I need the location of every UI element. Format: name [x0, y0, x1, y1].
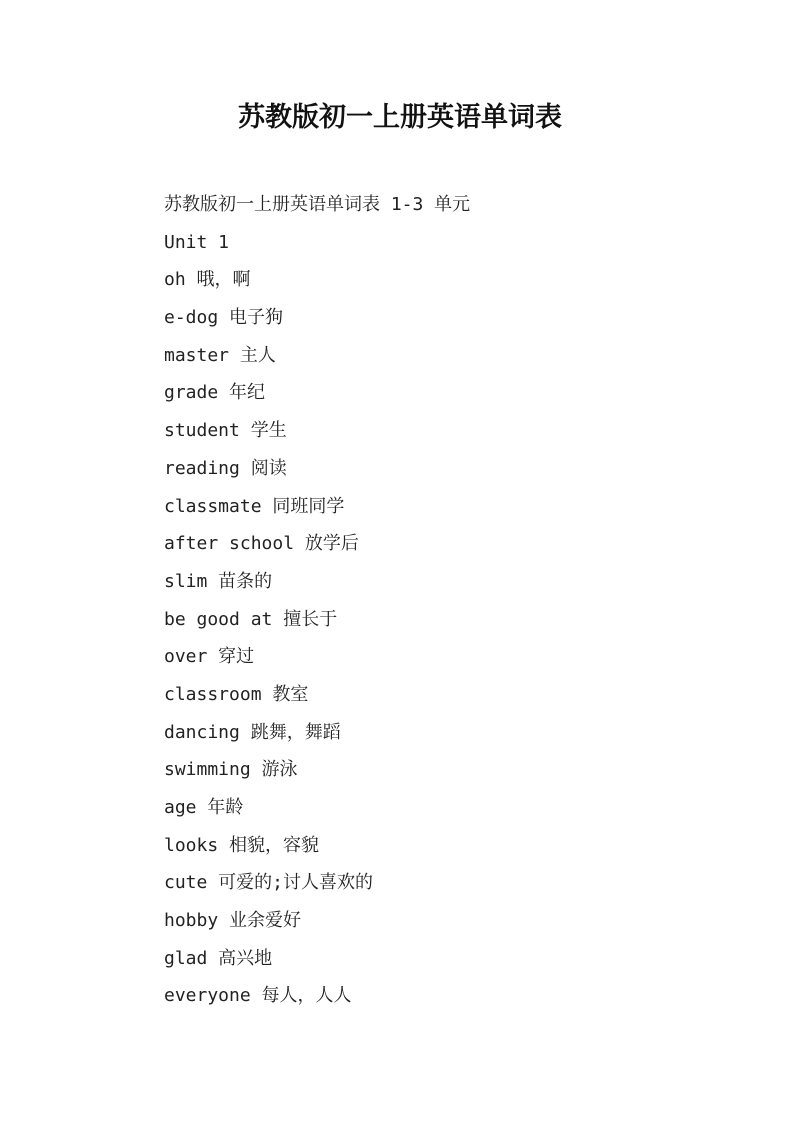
vocab-entry: after school 放学后: [164, 533, 359, 555]
vocab-entry: oh 哦，啊: [164, 269, 251, 291]
vocab-entry: age 年龄: [164, 797, 244, 818]
vocab-entry: dancing 跳舞，舞蹈: [164, 721, 341, 743]
vocab-entry: student 学生: [164, 420, 287, 442]
vocab-entry: grade 年纪: [164, 382, 266, 404]
vocab-entry: e-dog 电子狗: [164, 307, 284, 329]
vocab-entry: reading 阅读: [164, 457, 287, 479]
vocab-entry: be good at 擅长于: [164, 608, 338, 630]
vocab-entry: master 主人: [164, 344, 276, 366]
document-title: 苏教版初一上册英语单词表: [238, 102, 562, 133]
vocab-entry: looks 相貌，容貌: [164, 834, 320, 856]
vocab-entry: classroom 教室: [164, 683, 309, 705]
vocab-entry: everyone 每人，人人: [164, 985, 352, 1007]
vocabulary-list: [164, 186, 764, 1015]
vocab-entry: cute 可爱的;讨人喜欢的: [164, 872, 374, 894]
vocab-entry: hobby 业余爱好: [164, 910, 302, 932]
vocab-entry: swimming 游泳: [164, 759, 298, 781]
vocab-entry: glad 高兴地: [164, 947, 273, 969]
unit-heading: Unit 1: [164, 231, 230, 253]
vocab-entry: classmate 同班同学: [164, 495, 345, 517]
vocab-entry: slim 苗条的: [164, 570, 273, 592]
subtitle-line: 苏教版初一上册英语单词表 1-3 单元: [164, 194, 471, 215]
vocab-entry: over 穿过: [164, 646, 255, 668]
